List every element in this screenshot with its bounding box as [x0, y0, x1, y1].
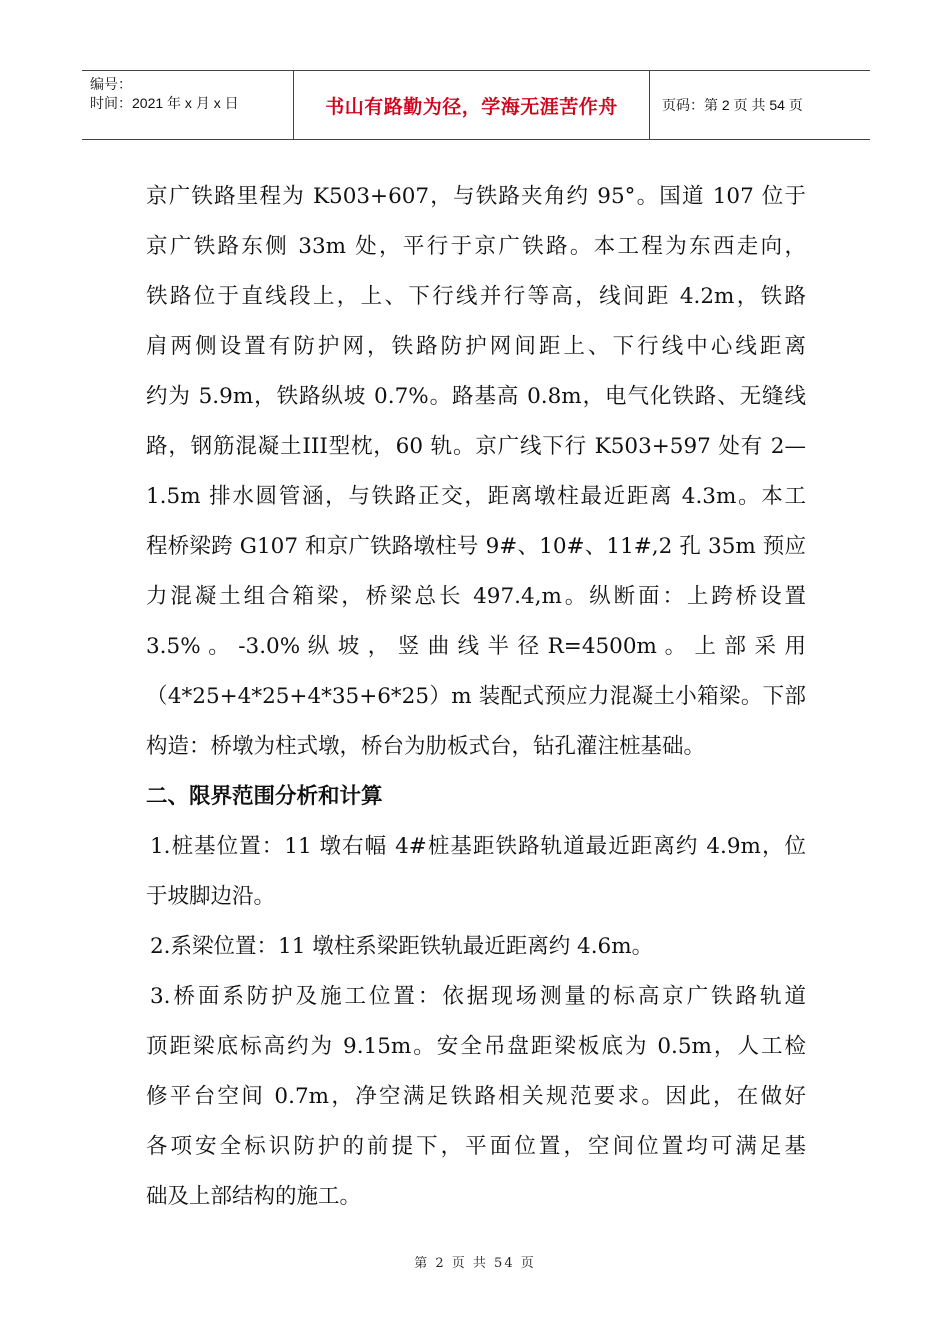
header-page-info: 页码：第 2 页 共 54 页	[662, 97, 803, 113]
page-header	[82, 70, 870, 140]
header-meta-cell	[82, 71, 294, 139]
body-line: 构造：桥墩为柱式墩，桥台为肋板式台，钻孔灌注桩基础。	[146, 734, 706, 759]
item-3-line: 础及上部结构的施工。	[146, 1184, 362, 1209]
footer-page-number: 第 2 页 共 54 页	[414, 1256, 536, 1271]
body-line: （4*25+4*25+4*35+6*25）m 装配式预应力混凝土小箱梁。下部	[146, 684, 806, 709]
body-line: 路，钢筋混凝土III型枕，60 轨。京广线下行 K503+597 处有 2—	[146, 434, 806, 459]
item-1-line: 于坡脚边沿。	[146, 884, 276, 909]
item-3-line: 3.桥面系防护及施工位置：依据现场测量的标高京广铁路轨道	[150, 984, 806, 1009]
section-heading: 二、限界范围分析和计算	[146, 784, 383, 809]
header-motto: 书山有路勤为径，学海无涯苦作舟	[325, 95, 618, 118]
item-2-line: 2.系梁位置：11 墩柱系梁距铁轨最近距离约 4.6m。	[150, 934, 654, 959]
body-line: 京广铁路东侧 33m 处，平行于京广铁路。本工程为东西走向，	[146, 234, 806, 259]
body-line: 1.5m 排水圆管涵，与铁路正交，距离墩柱最近距离 4.3m。本工	[146, 484, 806, 509]
item-3-line: 修平台空间 0.7m，净空满足铁路相关规范要求。因此，在做好	[146, 1084, 806, 1109]
header-motto-cell	[294, 71, 650, 139]
item-1-line: 1.桩基位置：11 墩右幅 4#桩基距铁路轨道最近距离约 4.9m，位	[150, 834, 806, 859]
body-line: 肩两侧设置有防护网，铁路防护网间距上、下行线中心线距离	[146, 334, 806, 359]
item-3-line: 各项安全标识防护的前提下，平面位置，空间位置均可满足基	[146, 1134, 806, 1159]
item-3-line: 顶距梁底标高约为 9.15m。安全吊盘距梁板底为 0.5m，人工检	[146, 1034, 806, 1059]
document-body	[146, 172, 806, 1222]
body-line: 力混凝土组合箱梁，桥梁总长 497.4,m。纵断面：上跨桥设置	[146, 584, 806, 609]
document-date-label: 时间：2021 年 x 月 x 日	[90, 95, 239, 111]
body-line: 铁路位于直线段上，上、下行线并行等高，线间距 4.2m，铁路	[146, 284, 806, 309]
body-line: 3.5% 。 -3.0% 纵 坡 ， 竖 曲 线 半 径 R=4500m 。 上 部 采 用	[146, 634, 806, 659]
body-line: 京广铁路里程为 K503+607，与铁路夹角约 95°。国道 107 位于	[146, 184, 806, 209]
document-number-label: 编号：	[90, 76, 132, 92]
header-page-cell	[650, 71, 870, 139]
page-footer	[0, 1252, 950, 1271]
body-line: 约为 5.9m，铁路纵坡 0.7%。路基高 0.8m，电气化铁路、无缝线	[146, 384, 806, 409]
body-line: 程桥梁跨 G107 和京广铁路墩柱号 9#、10#、11#,2 孔 35m 预应	[146, 534, 806, 559]
